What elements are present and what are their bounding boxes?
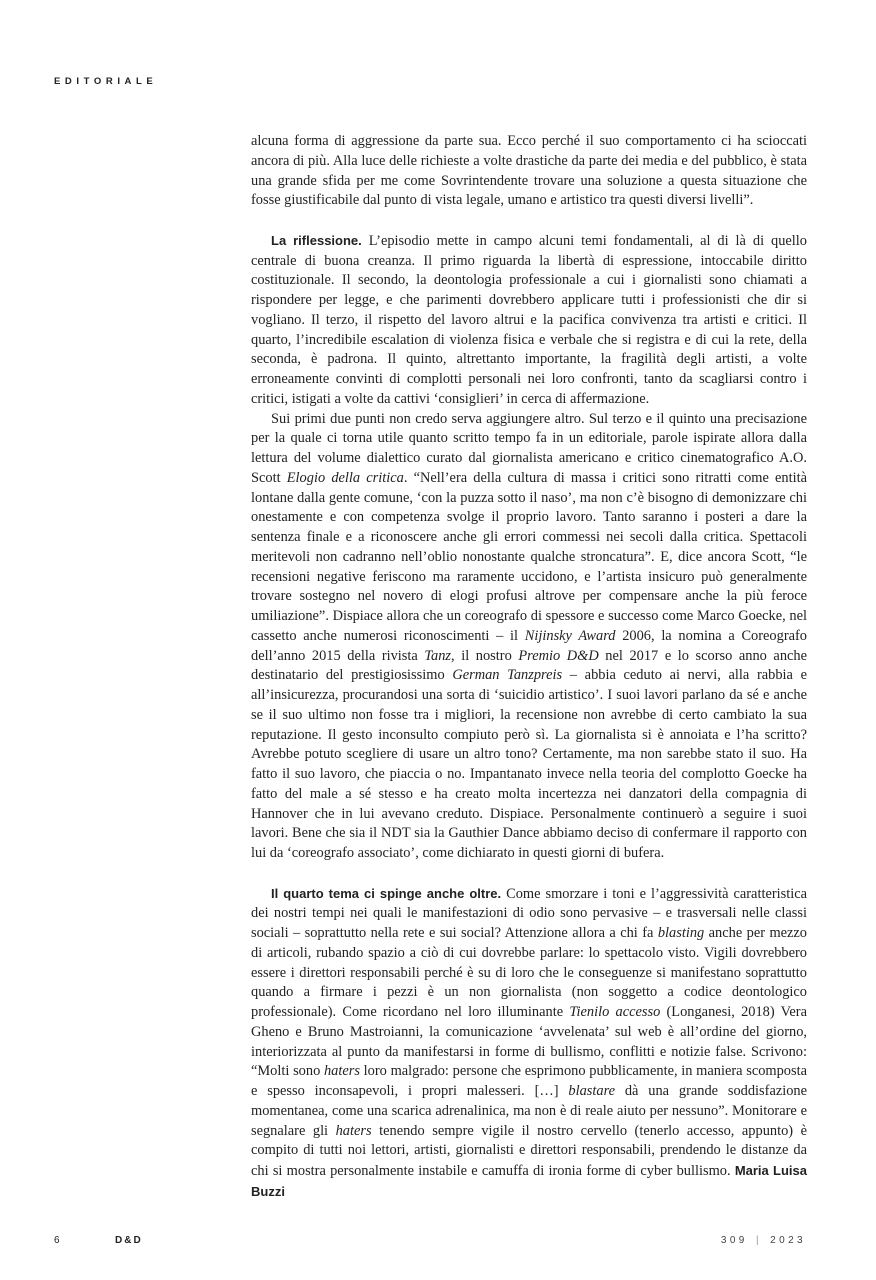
- article-body: [251, 132, 807, 1203]
- issue-number: 309: [720, 1235, 748, 1246]
- paragraph-1: alcuna forma di aggressione da parte sua. Ecco perché il suo comportamento ci ha scioccati ancora di più. Alla luce delle richieste a volte drastiche da parte dei media e del pubblico, è stata una grande sfida per me come Sovrintendente trovare una soluzione a questa situazione che fosse giustificabile dal punto di vista legale, umano e artistico tra questi diversi livelli”.: [251, 133, 807, 209]
- award-name: Premio D&D: [518, 647, 599, 664]
- page-number: 6: [54, 1235, 60, 1246]
- book-title: Tienilo accesso: [569, 1004, 661, 1020]
- paragraph-quarto-tema: Il quarto tema ci spinge anche oltre. Come smorzare i toni e l’aggressività caratteristica dei nostri tempi nei quali le manifestazioni di odio sono pervasive – e trasversali nelle classi sociali – soprattutto nella rete e sui social? Attenzione allora a chi fa blasting anche per mezzo di articoli, rubando spazio a ciò di cui dovrebbe parlare: lo spettacolo visto. Vigili dovrebbero essere i direttori responsabili perché è su di loro che le conseguenze si manifestano soprattutto quando a firmare i pezzi è un non giornalista (non soggetto a codice deontologico professionale). Come ricordano nel loro illuminante Tienilo accesso (Longanesi, 2018) Vera Gheno e Bruno Mastroianni, la comunicazione ‘avvelenata’ sul web è all’ordine del giorno, interiorizzata al punto da manifestarsi in forme di bullismo, conflitti e notizie false. Scrivono: “Molti sono haters loro malgrado: persone che esprimono pubblicamente, in maniera scomposta e spesso inconsapevoli, i propri malesseri. […] blastare dà una grande soddisfazione momentanea, come una scarica adrenalinica, ma non è di reale aiuto per nessuno”. Monitorare e segnalare gli haters tenendo sempre vigile il nostro cervello (tenerlo accesso, appunto) è compito di tutti noi lettori, artisti, giornalisti e direttori responsabili, prendendo le distanze da chi si mostra personalmente instabile e camuffa di ironia forme di cyber bullismo. Maria Luisa Buzzi: [251, 885, 807, 1199]
- term: haters: [335, 1122, 372, 1139]
- author-signature: Maria Luisa Buzzi: [251, 1163, 807, 1199]
- term: blasting: [657, 925, 705, 941]
- magazine-name: Tanz: [424, 647, 452, 664]
- issue-info: [721, 1235, 806, 1246]
- paragraph-critica: Sui primi due punti non credo serva aggiungere altro. Sul terzo e il quinto una precisazione per la quale ci torna utile quanto scritto tempo fa in un editoriale, parole ispirate allora dalla lettura del volume dialettico curato dal giornalista americano e critico cinematografico A.O. Scott Elogio della critica. “Nell’era della cultura di massa i critici sono ritratti come entità lontane dalla gente comune, ‘con la puzza sotto il naso’, ma non c’è bisogno di demonizzare chi onestamente e con competenza svolge il proprio lavoro. Tanto saranno i posteri a dare la sentenza finale e a riconoscere anche gli errori commessi nei secoli dalla critica. Spettacoli meritevoli non cadranno nell’oblio nonostante qualche stroncatura”. E, dice ancora Scott, “le recensioni negative feriscono ma raramente uccidono, e l’artista insicuro può generalmente trovare sostegno nel novero di elogi profusi altrove per compensare anche la più feroce umiliazione”. Dispiace allora che un coreografo di spessore e successo come Marco Goecke, nel cassetto anche numerosi riconoscimenti – il Nijinsky Award 2006, la nomina a Coreografo dell’anno 2015 della rivista Tanz, il nostro Premio D&D nel 2017 e lo scorso anno anche destinatario del prestigiosissimo German Tanzpreis – abbia ceduto ai nervi, alla rabbia e all’insicurezza, procurandosi una sorta di ‘suicidio artistico’. I suoi lavori parlano da sé e anche se il suo ultimo non fosse tra i migliori, la recensione non avrebbe di certo cambiato la sua reputazione. Il gesto inconsulto compiuto però sì. La giornalista si è annoiata e l’ha scritto? Avrebbe potuto scegliere di usare un altro tono? Certamente, ma non sarebbe stato il suo. Ha fatto il suo lavoro, che piaccia o no. Impantanato invece nella teoria del complotto Goecke ha fatto del male a sé stesso e ha creato molta incertezza nei danzatori della compagnia di Hannover che in lui avevano creduto. Dispiace. Personalmente continuerò a seguire i suoi lavori. Bene che sia il NDT sia la Gauthier Dance abbiamo deciso di confermare il rapporto con lui da ‘coreografo associato’, come dichiarato in questi giorni di bufera.: [251, 410, 807, 861]
- issue-separator: |: [755, 1235, 762, 1246]
- magazine-brand: D&D: [115, 1235, 143, 1246]
- issue-year: 2023: [770, 1235, 806, 1246]
- paragraph-lead: La riflessione.: [271, 232, 362, 248]
- award-name: Nijinsky Award: [524, 627, 616, 644]
- award-name: German Tanzpreis: [452, 667, 563, 684]
- book-title: Elogio della critica: [286, 469, 404, 486]
- term: haters: [323, 1063, 360, 1080]
- section-label: EDITORIALE: [54, 76, 158, 87]
- term: blastare: [568, 1083, 616, 1099]
- paragraph-riflessione: La riflessione. L’episodio mette in campo alcuni temi fondamentali, al di là di quello centrale di buona creanza. Il primo riguarda la libertà di espressione, intoccabile diritto costituzionale. Il secondo, la deontologia professionale a cui i giornalisti sono chiamati a rispondere per legge, e che parimenti dovrebbero applicare tutti i professionisti che dir si vogliano. Il terzo, il rispetto del lavoro altrui e la pacifica convivenza tra artisti e critici. Il quarto, l’incredibile escalation di violenza fisica e verbale che si registra e di cui la rete, della seconda, è padrona. Il quinto, altrettanto importante, la fragilità degli artisti, a volte erroneamente convinti di complotti personali nei loro confronti, tanto da scagliarsi contro i critici, istigati a volte da cattivi ‘consiglieri’ in cerca di affermazione.: [251, 232, 807, 407]
- paragraph-lead: Il quarto tema ci spinge anche oltre.: [271, 885, 502, 901]
